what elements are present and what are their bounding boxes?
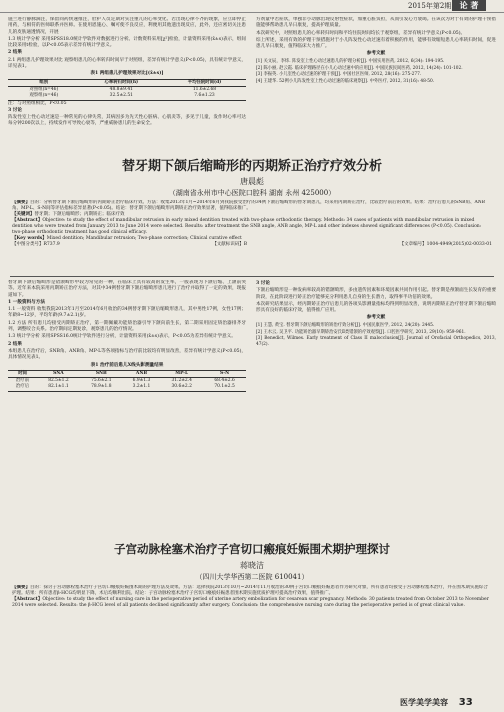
table-header: SNB: [95, 370, 107, 376]
table-cell: 观察组(n=46): [29, 93, 59, 99]
table-header: 心率转归时间(h): [104, 79, 139, 85]
article-number: 【文章编号】1004-4949(2015)02-0033-01: [399, 242, 492, 247]
paragraph: 下颌后缩畸形是一种发病率较高的错颌畸形，多由遗传因素和环境因素共同作用引起。替牙期是颅颌面生长发育的重要阶段，在此阶段进行矫正治疗能够充分利用患儿自身的生长潜力，取得事半功倍的效果。: [256, 288, 496, 300]
paragraph: 2.1 两组患儿护理效果对比 观察组患儿的心率转归时间早于对照组，差异有统计学意义(P<0.05)，具有统计学意义，详见表1。: [8, 57, 246, 70]
references-heading: 参考文献: [366, 315, 386, 321]
reference-item: [2] 王水云, 吴卫平. 功能矫治器早期矫治安氏Ⅱ类错颌的疗效观察[J]. 口腔医学研究, 2013, 29(10): 959-961.: [256, 329, 466, 335]
table-note: 注：与对照组相比，P<0.05: [8, 100, 67, 106]
abstract-en-text: Objective: to study the effect of mandibular retrusion in early mixed dentition treated with two-phase orthodontic therapy. Methods: 34 cases of patients with mandibular retrusion in mixed dentition who were treated from January 2013 to June 2014 were selected. Results: after treatment the SNB angle, ANB angle, MP-L and other indexes showed significant differences (P<0.05). Conclusion: two-phase orthodontic treatment has good clinical efficacy.: [12, 218, 482, 235]
reference-item: [1] 王慧, 黄宝. 替牙期下颌后缩畸形的矫治疗效分析[J]. 中国民康医学, 2012, 24(20): 2445.: [256, 322, 435, 328]
table-caption: 表1 两组患儿护理效果对比[(x̄±s)]: [90, 71, 164, 77]
result-table: [8, 79, 246, 101]
table-cell: 30.6±2.2: [171, 384, 192, 390]
keywords-en-label: 【Key words】: [12, 236, 47, 241]
section-heading: 2 结果: [8, 341, 22, 347]
paragraph: 1.3 统计学分析 采用SPSS16.0统计学软件进行分析，计量资料采用(x̄±s)表示，P<0.05为差异有统计学意义。: [8, 334, 236, 340]
article-author: 唐晨彪: [240, 177, 264, 186]
table-row: [8, 384, 246, 391]
table-caption: 表1 治疗前后患儿X线头影测量结果: [90, 362, 164, 368]
paragraph: 替牙期下颌后缩畸形是错颌畸形中较为常见的一种，在临床上具有较高的发生率，一般表现为下颌后缩、上颌前突等。近年来本院采用丙期矫正治疗方法，对其中34例替牙期下颌后缩畸形患儿进行了治疗并取得了一定的效果，现报道如下。: [8, 280, 246, 298]
table-row: [8, 93, 246, 100]
table-header: 平均住院时间(d): [187, 79, 222, 85]
page-footer: [400, 697, 473, 708]
article-affiliation: （湖南省永州市中心医院口腔科 湖南 永州 425000）: [168, 189, 336, 197]
table-cell: 对照组(n=46): [29, 86, 59, 92]
paragraph: 本组患儿在治疗后，SNB角、ANB角、MP-L等各项指标与治疗前比较均有明显改善，差异有统计学意义(P<0.05)，具体情况见表1。: [8, 348, 246, 361]
reference-item: [4] 王建华. 52例小儿阵发性室上性心动过速的临床观察[J]. 中外医疗, 2012, 31(16): 48-50.: [256, 79, 435, 85]
table-cell: 32.5±2.51: [109, 93, 133, 99]
class-number: 【中图分类号】R737.9: [12, 242, 60, 247]
keywords-en-text: Mixed dentition; Mandibular retrusion; Two-phase correction; Clinical curative effect: [46, 236, 242, 241]
table-cell: 82.5±1.2: [48, 378, 69, 384]
section-heading: 3 讨论: [256, 281, 270, 286]
abstract-block: [12, 200, 492, 274]
paragraph: 1.3 统计学分析 采用SPSS18.0统计学软件对数据进行分析。计数资料采用[χ²]检验，计量资料采用(x̄±s)表示，组间比较采用t检验，以P<0.05表示差异有统计学意义。: [8, 36, 246, 49]
reference-item: [3] Benedict, Wilmes. Early treatment of Class II malocclusion[J]. Journal of Orofacial Orthopedics, 2013, 47(2).: [256, 336, 496, 348]
table-cell: 82.1±1.1: [48, 384, 69, 390]
abstract-block: [12, 585, 492, 665]
abstract-text: 目的：探讨子宫动脉栓塞术治疗子宫切口瘢痕妊娠围术期的护理方法及效果。方法：选择我院2013年10月~2014年11月收治的30例子宫切口瘢痕妊娠患者作为研究对象，所有患者均接受子宫动脉栓塞术治疗，并在围术期实施综合护理。结果：所有患者β-HCG均明显下降，术后均顺利出院。结论：子宫动脉栓塞术治疗子宫切口瘢痕妊娠患者围术期实施优质护理可提高治疗效果，值得推广。: [12, 585, 488, 596]
abstract-en-label: 【Abstract】: [12, 218, 43, 223]
table-cell: 75.6±2.1: [91, 378, 112, 384]
reference-item: [2] 陈小丽, 赵云霞. 临床护理路径在小儿心动过速中的应用[J]. 中国民族民间医药, 2012, 14(24): 101-102.: [256, 65, 463, 71]
reference-item: [1] 关文辰，李炜. 阵发室上性心动过速患儿的护理分析[J]. 中国实用医药, 2012, 6(34): 194-195.: [256, 58, 445, 64]
document-code: 【文献标识码】B: [212, 242, 248, 247]
section-heading: 1 一般资料与方法: [8, 299, 45, 305]
paragraph: 本次研究中，对照组患儿的心率转归时间和平均住院时间均长于观察组，差异有统计学意义(P<0.05)。: [256, 30, 466, 36]
table-cell: 治疗后: [15, 384, 30, 390]
table-header: 时间: [18, 370, 27, 376]
keywords-text: 替牙期；下颌后缩畸形；丙期矫正；临床疗效: [34, 212, 125, 217]
divider: [10, 276, 494, 277]
paragraph: 阵发性室上性心动过速是一种常见的心律失常，其病因多为先天性心脏病、心肌炎等，多见于儿童，发作时心率可达每分钟200次以上，持续发作可导致心衰等，严重威胁患儿的生命安全。: [8, 115, 246, 127]
abstract-label: 【摘要】: [12, 200, 30, 205]
table-row: [8, 378, 246, 385]
paragraph: 施兰进行静脉滴注，保留同药快速推注，肚护人员定期对实注重几的心率变化、若出现心律不齐的现象，应立即停止用药，与相符的医师联系并医师。在使用恩施心、嘱可使不良反应，利便用其他遗出现反应，此外，还应密切关注患儿的皮肤通透情况，开展: [8, 17, 246, 35]
table-cell: 78.9±1.8: [91, 384, 112, 390]
page-number: 33: [458, 697, 473, 708]
table-cell: 7.6±1.23: [194, 93, 215, 99]
table-header: SNA: [53, 370, 64, 376]
issue-label: 2015年第2期: [408, 2, 452, 10]
section-heading: 2 结果: [8, 50, 22, 56]
cephalometric-table: [8, 370, 246, 392]
paragraph: 1.2 方法 所有患儿均接受丙期矫正治疗，第一期佩戴功能矫治器引导下颌向前生长，第二期采用固定矫治器排齐牙列，调整咬合关系。治疗期间定期复诊，观察患儿的治疗情况。: [8, 320, 246, 333]
references-heading: 参考文献: [366, 51, 386, 57]
article-author: 蒋晓洁: [240, 561, 264, 570]
table-header: MP-L: [175, 370, 189, 376]
table-cell: 48.8±9.41: [109, 86, 133, 92]
table-cell: 31.2±2.4: [171, 378, 192, 384]
top-right-column: [256, 17, 496, 147]
article-title: 替牙期下颌后缩畸形的丙期矫正治疗疗效分析: [121, 159, 382, 174]
paragraph: 综上所述，采用有效的护理干预措施对于小儿阵发性心动过速有着积极的作用，能够有效缩短患儿心率转归时间，促进患儿早日康复，值得临床大力推广。: [256, 37, 496, 50]
table-cell: 70.1±2.5: [214, 384, 235, 390]
table-cell: 6.9±1.3: [132, 378, 151, 384]
abstract-label: 【摘要】: [12, 585, 30, 590]
reference-item: [3] 李振英. 小儿室性心动过速的护理干预[J]. 中国社区医师, 2012, 28(16): 275-277.: [256, 72, 422, 78]
article-title: 子宫动脉栓塞术治疗子宫切口瘢痕妊娠围术期护理探讨: [114, 542, 390, 556]
abstract-en-label: 【Abstract】: [12, 597, 43, 602]
table-header: S-N: [219, 370, 230, 376]
section-heading: 3 讨论: [8, 107, 22, 113]
top-left-column: [8, 17, 246, 147]
table-cell: 68.4±2.6: [214, 378, 235, 384]
table-header: ANB: [135, 370, 148, 376]
keywords-label: 【关键词】: [12, 212, 35, 217]
paragraph: 本次研究结果显示，经丙期矫正治疗后患儿的各项头影测量指标均得到明显改善，说明丙期矫正治疗替牙期下颌后缩畸形具有良好的临床疗效，值得推广应用。: [256, 301, 496, 314]
page-header: [0, 0, 504, 13]
paragraph: 1.1 一般资料 收集我院2013年1月至2014年6月收治的34例替牙期下颌后缩畸形患儿，其中男性17例，女性17例；年龄8~12岁，平均年龄(9.7±2.1)岁。: [8, 307, 246, 319]
paragraph: 方剂量中若症状，单独非小动脉出现反射性症状，加重心脏负担，从而引发心力衰竭。在该次为对于有效的护理干预措施能够帮助患儿早日康复，提高护理质量。: [256, 17, 496, 29]
abstract-en-text: Objective: to study the effect of nursing care in the perioperative period of uterine artery embolization for cesarean scar pregnancy. Methods: 30 patients treated from October 2013 to November 2014 were selected. Results: the β-HCG level of all patients declined significantly after surgery. Conclusion: the comprehensive nursing care during the perioperative period is of great clinical value.: [12, 597, 489, 608]
table-cell: 11.6±2.68: [192, 86, 217, 92]
article1-left-column: [8, 280, 246, 520]
table-cell: 治疗前: [15, 378, 30, 384]
abstract-text: 目的：分析替牙期下颌后缩畸形的丙期矫正治疗临床疗效。方法：收集2013年1月~2014年6月到我院接受治疗的34例下颌后缩畸形的替牙期患儿，均采用丙期矫正治疗，比较治疗前后的效果。结果：治疗后患儿的SNB角、ANB角、MP-L、S-N间等评估指标差异显著(P<0.05)。结论：替牙期下颌后缩畸形丙期矫正治疗效果显著，值得临床推广。: [12, 200, 485, 211]
table-header: 组别: [39, 79, 49, 85]
article-affiliation: （四川大学华西第二医院 610041）: [195, 573, 309, 581]
table-cell: 3.2±1.1: [132, 384, 151, 390]
journal-name: 医学美学美容: [400, 698, 448, 707]
article1-right-column: [256, 280, 496, 520]
section-tag: 论 著: [452, 0, 486, 11]
